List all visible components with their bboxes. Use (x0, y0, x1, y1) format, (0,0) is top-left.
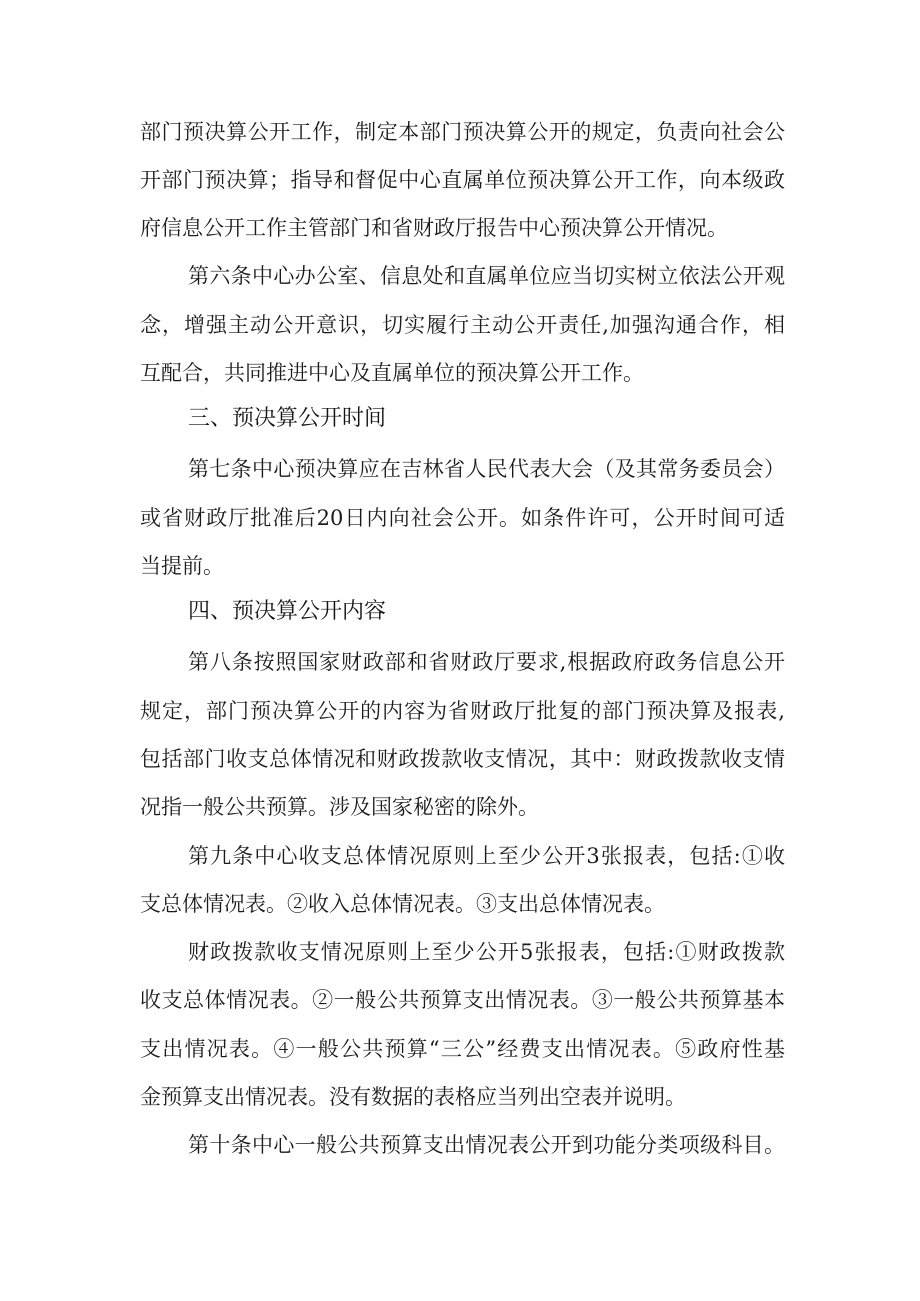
paragraph-line: 金预算支出情况表。没有数据的表格应当列出空表并说明。 (140, 1085, 686, 1109)
paragraph-line: 开部门预决算；指导和督促中心直属单位预决算公开工作，向本级政 (140, 168, 785, 192)
paragraph-line: 支总体情况表。②收入总体情况表。③支出总体情况表。 (140, 892, 665, 916)
paragraph-line: 念，增强主动公开意识，切实履行主动公开责任,加强沟通合作，相 (140, 313, 785, 337)
paragraph-line: 包括部门收支总体情况和财政拨款收支情况，其中：财政拨款收支情 (140, 747, 785, 771)
paragraph-line: 第十条中心一般公共预算支出情况表公开到功能分类项级科目。 (188, 1133, 785, 1157)
paragraph-line: 部门预决算公开工作，制定本部门预决算公开的规定，负责向社会公 (140, 120, 785, 144)
paragraph-line: 第八条按照国家财政部和省财政厅要求,根据政府政务信息公开 (188, 650, 785, 674)
paragraph-line: 互配合，共同推进中心及直属单位的预决算公开工作。 (140, 361, 644, 385)
section-heading: 三、预决算公开时间 (188, 406, 387, 431)
section-heading: 四、预决算公开内容 (188, 599, 387, 624)
paragraph-line: 况指一般公共预算。涉及国家秘密的除外。 (140, 795, 539, 819)
paragraph-line: 第六条中心办公室、信息处和直属单位应当切实树立依法公开观 (188, 264, 785, 288)
paragraph-line: 第九条中心收支总体情况原则上至少公开3张报表，包括:①收 (188, 844, 785, 868)
paragraph-line: 收支总体情况表。②一般公共预算支出情况表。③一般公共预算基本 (140, 988, 785, 1012)
paragraph-line: 规定，部门预决算公开的内容为省财政厅批复的部门预决算及报表, (140, 699, 785, 723)
paragraph-line: 第七条中心预决算应在吉林省人民代表大会（及其常务委员会） (188, 457, 785, 481)
paragraph-line: 财政拨款收支情况原则上至少公开5张报表，包括:①财政拨款 (188, 940, 785, 964)
paragraph-line: 当提前。 (140, 554, 224, 578)
paragraph-line: 支出情况表。④一般公共预算“三公”经费支出情况表。⑤政府性基 (140, 1037, 785, 1061)
paragraph-line: 或省财政厅批准后20日内向社会公开。如条件许可，公开时间可适 (140, 506, 785, 530)
paragraph-line: 府信息公开工作主管部门和省财政厅报告中心预决算公开情况。 (140, 216, 728, 240)
